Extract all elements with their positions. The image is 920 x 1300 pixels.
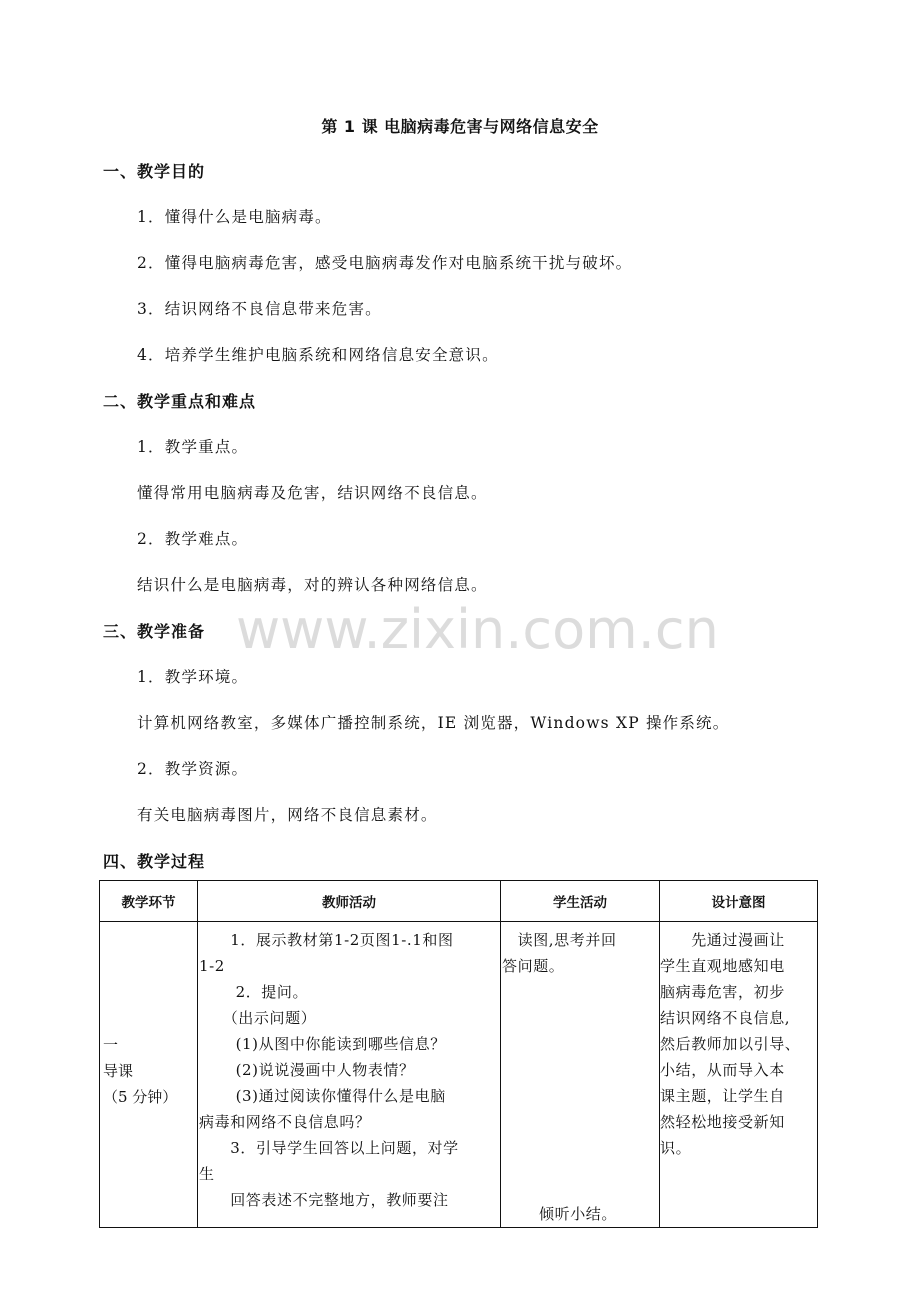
section-heading-objectives: 一、教学目的 (103, 162, 206, 181)
key-point-item: 1．教学重点。 (137, 438, 249, 456)
objective-item: 1．懂得什么是电脑病毒。 (137, 208, 332, 226)
objective-item: 2．懂得电脑病毒危害，感受电脑病毒发作对电脑系统干扰与破坏。 (137, 254, 633, 272)
header-student-activity: 学生活动 (501, 881, 660, 922)
teacher-line: 1-2 (199, 957, 225, 975)
teacher-line: (3)通过阅读你懂得什么是电脑 (199, 1087, 446, 1105)
teacher-line: (1)从图中你能读到哪些信息？ (199, 1035, 446, 1053)
intent-line: 小结，从而导入本 (660, 1061, 785, 1079)
preparation-item: 计算机网络教室，多媒体广播控制系统，IE 浏览器，Windows XP 操作系统。 (137, 714, 730, 732)
stage-cell (100, 922, 198, 1228)
student-summary: 倾听小结。 (539, 1205, 618, 1223)
header-stage: 教学环节 (100, 881, 198, 922)
teacher-line: 病毒和网络不良信息吗？ (199, 1113, 371, 1131)
intent-line: 脑病毒危害，初步 (660, 983, 785, 1001)
key-point-item: 2．教学难点。 (137, 530, 249, 548)
header-teacher-activity: 教师活动 (198, 881, 501, 922)
preparation-item: 2．教学资源。 (137, 760, 249, 778)
teacher-activity-cell (198, 922, 501, 1228)
table-row (100, 922, 818, 1228)
watermark: www.zixin.com.cn (236, 598, 719, 661)
stage-name: 导课 (103, 1062, 134, 1080)
preparation-item: 1．教学环境。 (137, 668, 249, 686)
table-header-row (100, 881, 818, 922)
stage-duration: （5 分钟） (103, 1088, 178, 1106)
intent-line: 结识网络不良信息, (660, 1009, 791, 1027)
teacher-line: 1．展示教材第1-2页图1-.1和图 (199, 931, 454, 949)
objective-item: 3．结识网络不良信息带来危害。 (137, 300, 382, 318)
objective-item: 4．培养学生维护电脑系统和网络信息安全意识。 (137, 346, 499, 364)
intent-line: 然轻松地接受新知 (660, 1113, 785, 1131)
section-heading-preparation: 三、教学准备 (103, 622, 206, 641)
key-point-item: 懂得常用电脑病毒及危害，结识网络不良信息。 (137, 484, 488, 502)
key-point-item: 结识什么是电脑病毒，对的辨认各种网络信息。 (137, 576, 488, 594)
preparation-item: 有关电脑病毒图片，网络不良信息素材。 (137, 806, 438, 824)
document-title: 第 1 课 电脑病毒危害与网络信息安全 (321, 117, 599, 136)
teacher-line: 生 (199, 1165, 215, 1183)
student-activity-cell (501, 922, 660, 1228)
teacher-line: 2．提问。 (199, 983, 309, 1001)
teacher-line: 回答表述不完整地方，教师要注 (199, 1191, 449, 1209)
teacher-line: (2)说说漫画中人物表情？ (199, 1061, 415, 1079)
header-design-intent: 设计意图 (660, 881, 818, 922)
teacher-line: （出示问题） (199, 1009, 317, 1027)
lesson-process-table (99, 880, 818, 1228)
teacher-line: 3．引导学生回答以上问题，对学 (199, 1139, 459, 1157)
intent-line: 识。 (660, 1139, 692, 1157)
student-line: 读图,思考并回 (502, 931, 617, 949)
intent-line: 课主题，让学生自 (660, 1087, 785, 1105)
section-heading-process: 四、教学过程 (103, 852, 206, 871)
section-heading-key-points: 二、教学重点和难点 (103, 392, 257, 411)
student-line: 答问题。 (502, 957, 565, 975)
intent-line: 然后教师加以引导、 (660, 1035, 801, 1053)
stage-number: 一 (103, 1036, 119, 1054)
intent-line: 先通过漫画让 (660, 931, 785, 949)
intent-line: 学生直观地感知电 (660, 957, 785, 975)
design-intent-cell (660, 922, 818, 1228)
